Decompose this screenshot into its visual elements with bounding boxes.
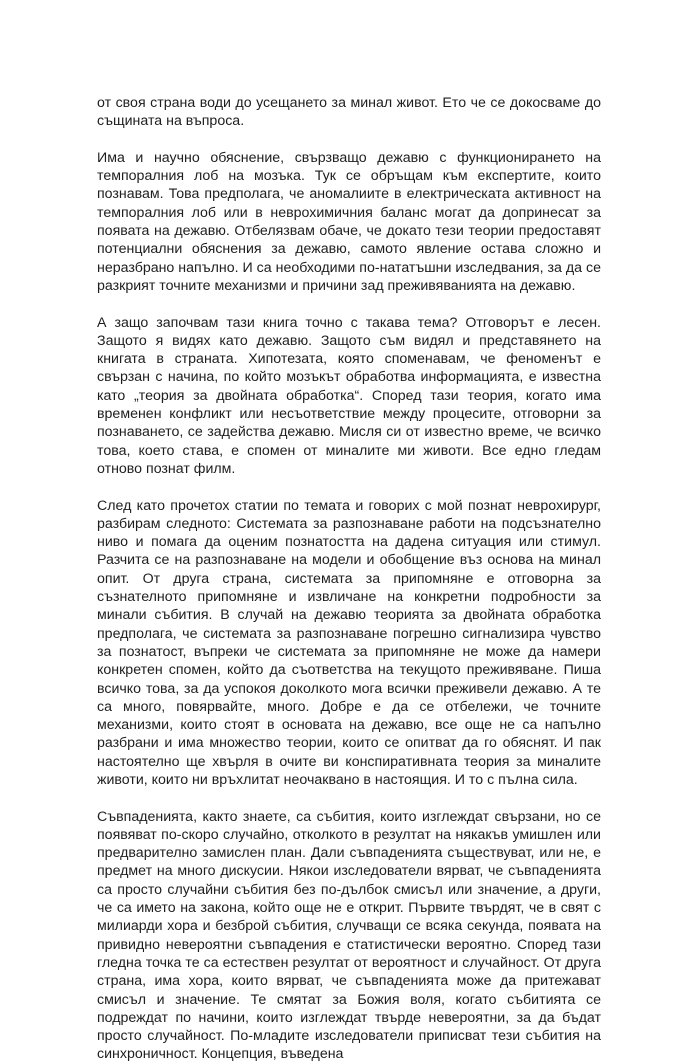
paragraph-3: А защо започвам тази книга точно с такава тема? Отговорът е лесен. Защото я видях като дежавю. Защото съм видял и представянето на книгата в страната. Хипотезата, която споменавам, че феноменът е свързан с начина, по който мозъкът обработва информацията, е известна като „теория за двойната обработка“. Според тази теория, когато има временен конфликт или несъответствие между процесите, отговорни за познаването, се задейства дежавю. Мисля си от известно време, че всичко това, което става, е спомен от миналите ми животи. Все едно гледам отново познат филм.: [97, 314, 601, 477]
paragraph-1: от своя страна води до усещането за минал живот. Ето че се докосваме до същината на въпроса.: [97, 95, 601, 130]
paragraph-5: Съвпаденията, както знаете, са събития, които изглеждат свързани, но се появяват по-скоро случайно, отколкото в резултат на някакъв умишлен или предварително замислен план. Дали съвпаденията съществуват, или не, е предмет на много дискусии. Някои изследователи вярват, че съвпаденията са просто случайни събития без по-дълбок смисъл или значение, а други, че са името на закона, който още не е открит. Първите твърдят, че в свят с милиарди хора и безброй събития, случващи се всяка секунда, появата на привидно невероятни съвпадения е статистически вероятно. Според тази гледна точка те са естествен резултат от вероятност и случайност. От друга страна, има хора, които вярват, че съвпаденията може да притежават смисъл и значение. Те смятат за Божия воля, когато събитията се подреждат по начини, които изглеждат твърде невероятни, за да бъдат просто случайност. По-младите изследователи приписват тези събития на синхроничност. Концепция, въведена: [97, 808, 601, 1063]
document-body: [97, 94, 601, 1064]
paragraph-4: След като прочетох статии по темата и говорих с мой познат неврохирург, разбирам следното: Системата за разпознаване работи на подсъзнателно ниво и помага да оценим познатостта на дадена ситуация или стимул. Разчита се на разпознаване на модели и обобщение въз основа на минал опит. От друга страна, системата за припомняне е отговорна за съзнателното припомняне и извличане на конкретни подробности за минали събития. В случай на дежавю теорията за двойната обработка предполага, че системата за разпознаване погрешно сигнализира чувство за познатост, въпреки че системата за припомняне не може да намери конкретен спомен, който да съответства на текущото преживяване. Пиша всичко това, за да успокоя доколкото мога всички преживели дежавю. А те са много, повярвайте, много. Добре е да се отбележи, че точните механизми, които стоят в основата на дежавю, все още не са напълно разбрани и има множество теории, които се опитват да го обяснят. И пак настоятелно ще хвърля в очите ви конспиративната теория за миналите животи, които ни връхлитат неочаквано в настоящия. И то с пълна сила.: [97, 497, 601, 788]
paragraph-2: Има и научно обяснение, свързващо дежавю с функционирането на темпоралния лоб на мозъка. Тук се обръщам към експертите, които познавам. Това предполага, че аномалиите в електрическата активност на темпоралния лоб или в неврохимичния баланс могат да допринесат за появата на дежавю. Отбелязвам обаче, че докато тези теории предоставят потенциални обяснения за дежавю, самото явление остава сложно и неразбрано напълно. И са необходими по-нататъшни изследвания, за да се разкрият точните механизми и причини зад преживяванията на дежавю.: [97, 149, 601, 294]
